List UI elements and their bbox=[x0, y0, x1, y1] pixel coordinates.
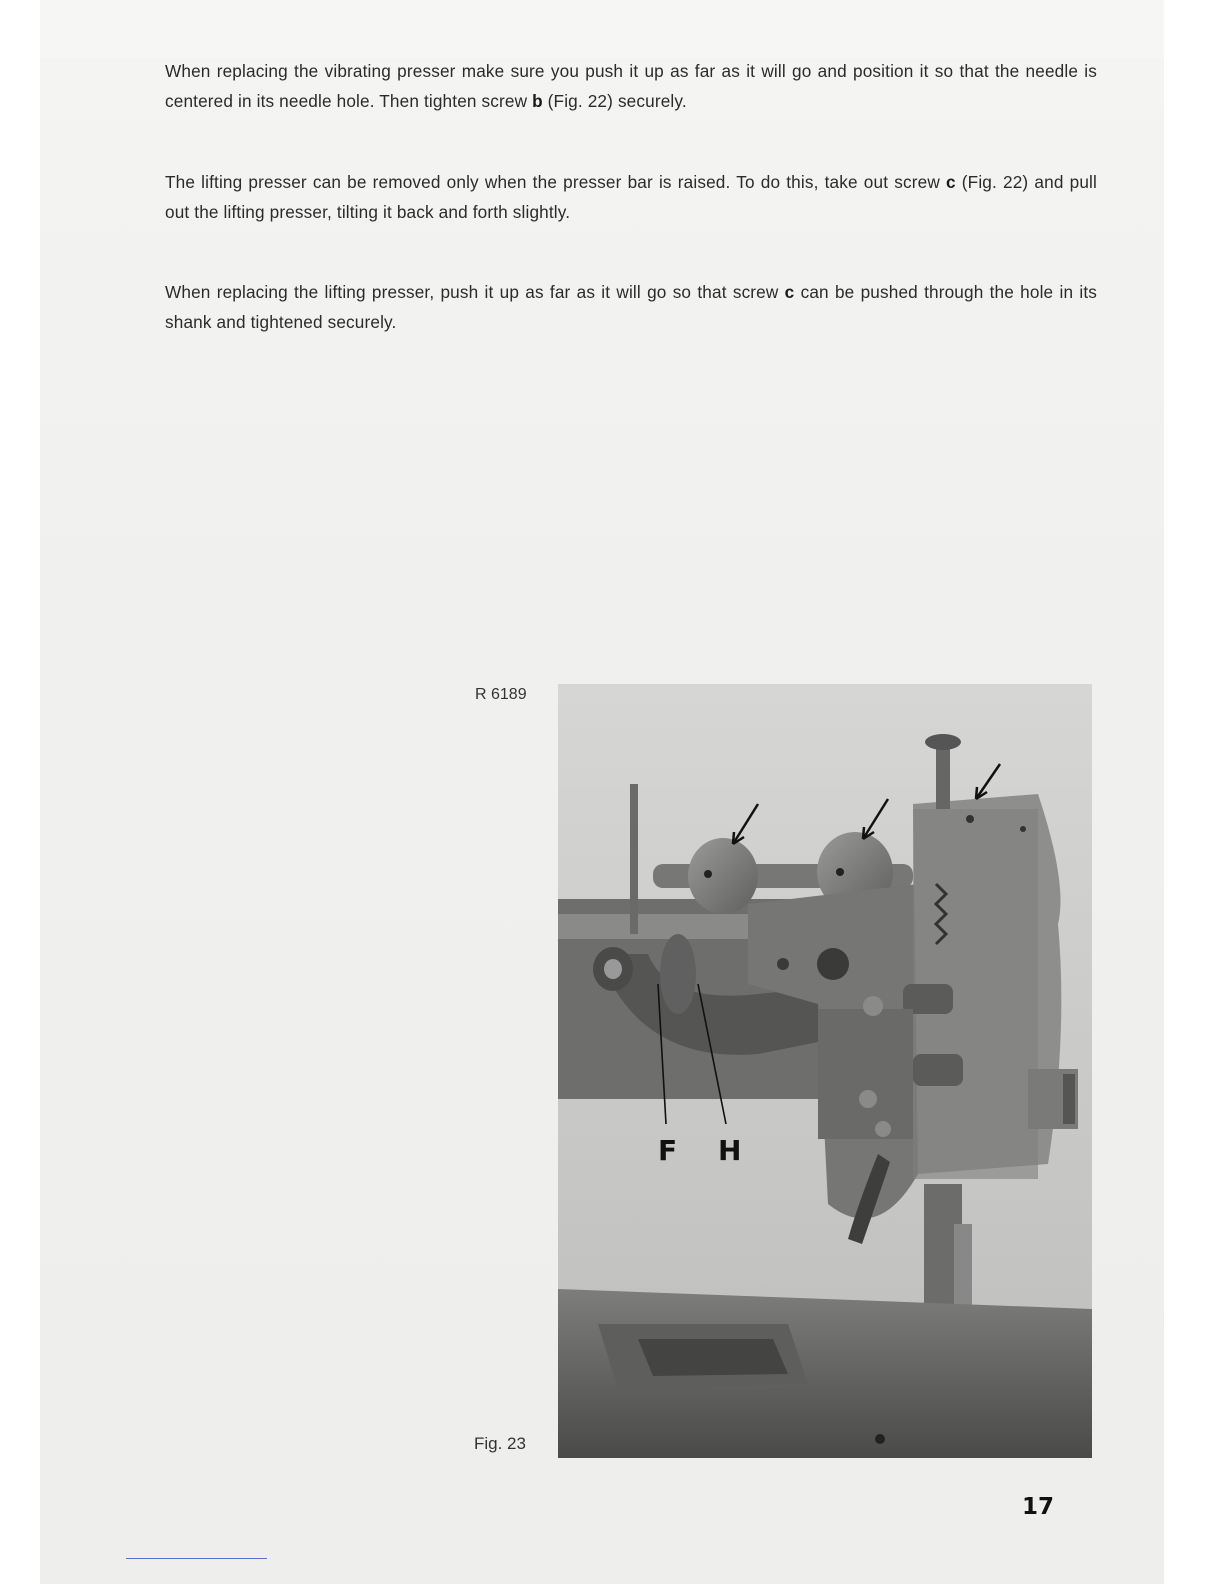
screw-label: c bbox=[784, 282, 795, 302]
paragraph-text-run: (Fig. 22) and pull out the lifting presser, tilting it back and forth slightly. bbox=[165, 172, 1097, 222]
sewing-machine-head-photo bbox=[558, 684, 1092, 1458]
paragraph-vibrating-presser bbox=[165, 57, 1097, 116]
paragraph-text-run: When replacing the vibrating presser make sure you push it up as far as it will go and position it so that the needle is centered in its needle hole. Then tighten screw bbox=[165, 61, 1097, 111]
photo-illustration bbox=[558, 684, 1092, 1458]
paragraph-text-run: (Fig. 22) securely. bbox=[542, 90, 687, 111]
figure-caption: Fig. 23 bbox=[474, 1434, 526, 1453]
paragraph-lifting-presser-replacement bbox=[165, 278, 1097, 337]
paragraph-text-run: The lifting presser can be removed only when the presser bar is raised. To do this, take out screw bbox=[165, 172, 946, 192]
screw-label: b bbox=[532, 90, 543, 111]
footer-rule bbox=[126, 1558, 267, 1559]
callout-h: H bbox=[718, 1134, 742, 1167]
figure-code: R 6189 bbox=[475, 686, 527, 703]
screw-label: c bbox=[945, 172, 956, 192]
paragraph-text-run: When replacing the lifting presser, push it up as far as it will go so that screw bbox=[165, 282, 785, 302]
callout-f: F bbox=[658, 1134, 678, 1167]
paragraph-text-run: can be pushed through the hole in its shank and tightened securely. bbox=[165, 282, 1097, 332]
paragraph-lifting-presser-removal bbox=[165, 168, 1097, 227]
page-number: 17 bbox=[1022, 1494, 1055, 1520]
